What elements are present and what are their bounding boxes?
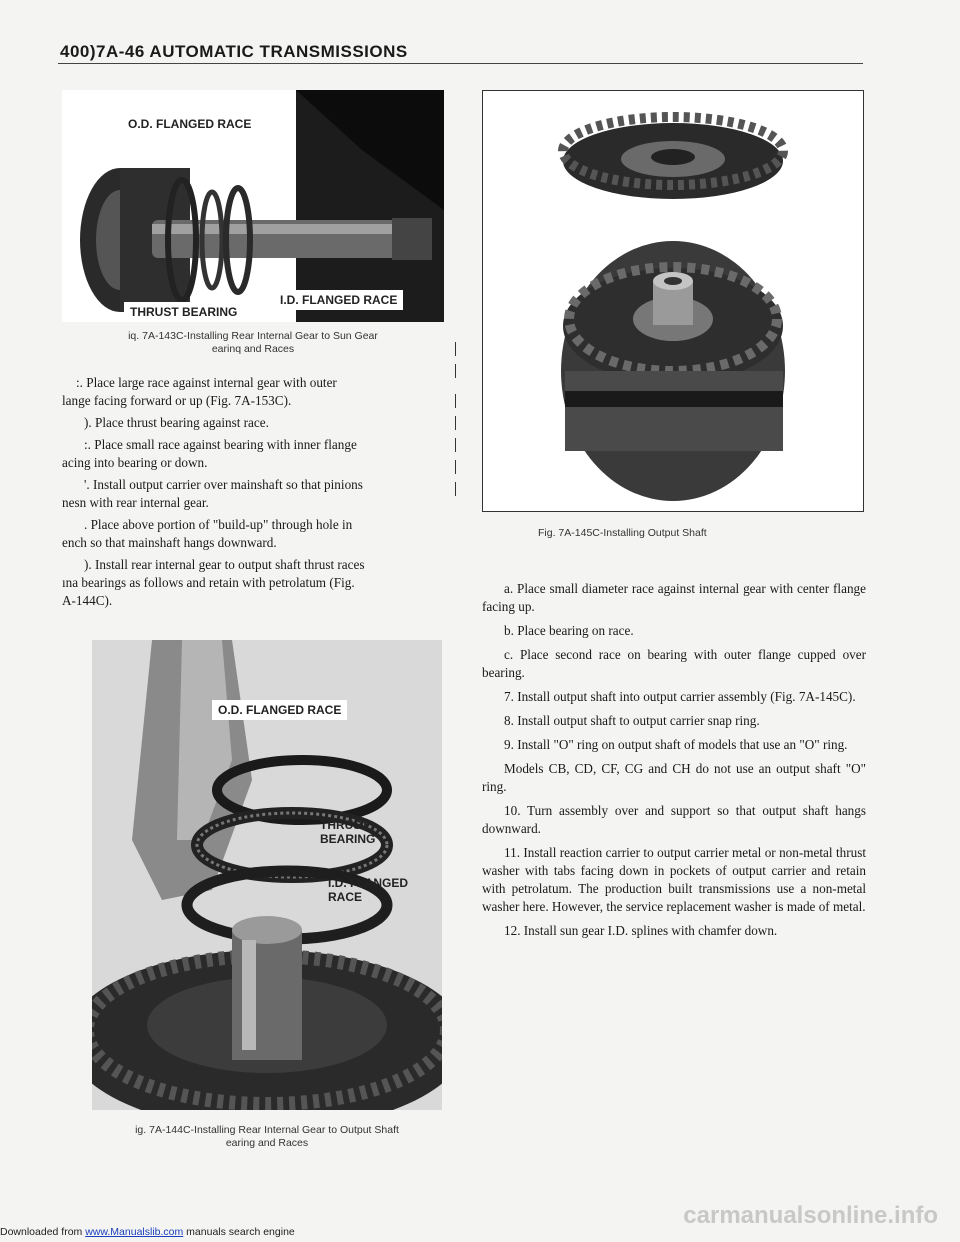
- label-line: I.D. FLANGED: [328, 876, 408, 890]
- paragraph: c. Place second race on bearing with outer flange cupped over bearing.: [482, 647, 866, 680]
- label-thrust-bearing: THRUST BEARING: [124, 302, 243, 322]
- footer-suffix: manuals search engine: [183, 1226, 295, 1238]
- paragraph-line: '. Install output carrier over mainshaft so that pinions: [84, 477, 363, 492]
- figure-143c: [62, 90, 444, 322]
- label-od-flanged-race: O.D. FLANGED RACE: [122, 114, 257, 134]
- margin-bar: [455, 394, 456, 408]
- margin-bar: [455, 438, 456, 452]
- paragraph-line: acing into bearing or down.: [62, 455, 208, 470]
- watermark: carmanualsonline.info: [683, 1202, 938, 1229]
- paragraph: 8. Install output shaft to output carrier snap ring.: [504, 713, 760, 728]
- paragraph: 12. Install sun gear I.D. splines with chamfer down.: [504, 923, 778, 938]
- figure-145c-margin-bars: [455, 342, 456, 496]
- margin-bar: [455, 482, 456, 496]
- header-rule: [58, 63, 863, 64]
- footer: [0, 1226, 295, 1238]
- paragraph-line: ). Install rear internal gear to output shaft thrust races: [84, 557, 365, 572]
- figure-145c-caption: Fig. 7A-145C-Installing Output Shaft: [538, 527, 707, 539]
- label-line: RACE: [328, 890, 363, 904]
- paragraph-line: :. Place small race against bearing with inner flange: [84, 437, 357, 452]
- label-id-flanged-race: I.D. FLANGED RACE: [274, 290, 403, 310]
- caption-line: earinq and Races: [211, 343, 295, 355]
- margin-bar: [455, 342, 456, 356]
- paragraph: a. Place small diameter race against internal gear with center flange facing up.: [482, 581, 866, 614]
- paragraph: 7. Install output shaft into output carrier assembly (Fig. 7A-145C).: [504, 689, 856, 704]
- margin-bar: [455, 364, 456, 378]
- paragraph: 9. Install "O" ring on output shaft of models that use an "O" ring.: [504, 737, 848, 752]
- paragraph-line: :. Place large race against internal gear with outer: [76, 375, 337, 390]
- page-header-title: 400)7A-46 AUTOMATIC TRANSMISSIONS: [60, 42, 408, 61]
- left-column-text: [62, 374, 446, 610]
- figure-145c-image: [483, 91, 863, 511]
- figure-144c: [92, 640, 442, 1110]
- label-line: THRUST: [320, 818, 369, 832]
- paragraph-line: A-144C).: [62, 593, 113, 608]
- right-column-text: [482, 580, 866, 940]
- paragraph: Models CB, CD, CF, CG and CH do not use an output shaft "O" ring.: [482, 761, 866, 794]
- paragraph-line: ench so that mainshaft hangs downward.: [62, 535, 277, 550]
- label-line: BEARING: [320, 832, 376, 846]
- caption-line: earing and Races: [225, 1137, 309, 1149]
- label-id-flanged-race: [328, 876, 408, 904]
- paragraph-line: ). Place thrust bearing against race.: [84, 415, 269, 430]
- paragraph: 11. Install reaction carrier to output carrier metal or non-metal thrust washer with tabs facing down in pockets of output carrier and retain with petrolatum. The production built transmissions use a non-metal washer here. However, the service replacement washer is made of metal.: [482, 845, 866, 914]
- paragraph: b. Place bearing on race.: [504, 623, 634, 638]
- paragraph: 10. Turn assembly over and support so that output shaft hangs downward.: [482, 803, 866, 836]
- margin-bar: [455, 416, 456, 430]
- margin-bar: [455, 460, 456, 474]
- caption-line: ig. 7A-144C-Installing Rear Internal Gear to Output Shaft: [135, 1124, 399, 1136]
- label-thrust-bearing: [320, 818, 375, 846]
- paragraph-line: ına bearings as follows and retain with petrolatum (Fig.: [62, 575, 355, 590]
- figure-144c-caption: [92, 1124, 442, 1150]
- paragraph-line: lange facing forward or up (Fig. 7A-153C).: [62, 393, 292, 408]
- paragraph-line: nesn with rear internal gear.: [62, 495, 209, 510]
- caption-line: iq. 7A-143C-Installing Rear Internal Gear to Sun Gear: [128, 330, 378, 342]
- footer-prefix: Downloaded from: [0, 1226, 86, 1238]
- paragraph-line: . Place above portion of "build-up" through hole in: [84, 517, 353, 532]
- manualslib-link[interactable]: www.Manualslib.com: [85, 1226, 184, 1238]
- label-od-flanged-race: O.D. FLANGED RACE: [212, 700, 347, 720]
- figure-143c-caption: [62, 330, 444, 356]
- figure-145c: [482, 90, 864, 512]
